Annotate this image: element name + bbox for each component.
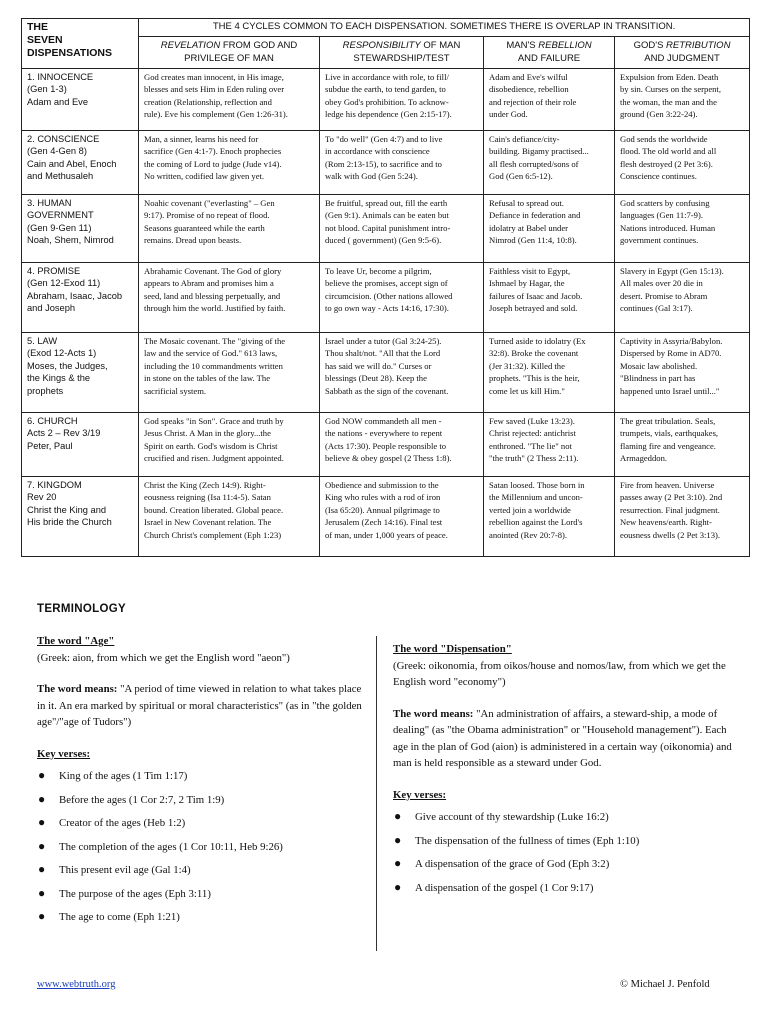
dispensation-name-line: 4. PROMISE (27, 266, 81, 276)
column-header-line (620, 39, 744, 52)
table-cell-line: duced ( government) (Gen 9:5-6). (325, 235, 442, 246)
bullet-dot-icon: ● (394, 879, 402, 894)
table-cell-line: law and the service of God." 613 laws, (144, 348, 278, 359)
verse-item (37, 768, 367, 792)
table-cell-line: God sends the worldwide (620, 134, 708, 144)
dispensation-name-line: His bride the Church (27, 517, 112, 528)
verse-text: The dispensation of the fullness of times (Eph 1:10) (415, 834, 640, 847)
dispensation-name-line: 5. LAW (27, 336, 58, 346)
age-verses-label: Key verses: (37, 747, 91, 760)
table-cell-line: 9:17). Promise of no repeat of flood. (144, 210, 270, 221)
column-header-line: AND JUDGMENT (644, 53, 720, 64)
dispensation-name-line: 6. CHURCH (27, 416, 78, 426)
age-heading: The word "Age" (37, 635, 115, 647)
table-cell-line: bound. Creation liberated. Global peace. (144, 504, 284, 515)
table-cell-line: Expulsion from Eden. Death (620, 72, 719, 82)
table-cell-line: the coming of Lord to judge (Jude v14). (144, 158, 282, 169)
dispensation-name-line: GOVERNMENT (27, 210, 94, 221)
dispensation-name-line: 7. KINGDOM (27, 480, 82, 490)
table-cell-line: believe & obey gospel (2 Thess 1:8). (325, 453, 452, 464)
dispensation-means-label: The word means: (393, 707, 474, 720)
table-cell-line: of man, under 1,000 years of peace. (325, 529, 448, 540)
age-means-label: The word means: (37, 683, 118, 695)
table-cell-line: Ishmael by Hagar, the (489, 278, 565, 289)
table-cell-line: Dispersed by Rome in AD70. (620, 348, 722, 359)
table-cell-line: Israel in New Covenant relation. The (144, 517, 272, 528)
table-cell (484, 477, 615, 557)
table-cell-line: through him the world. Justified by faith. (144, 303, 286, 314)
dispensation-name-line: Adam and Eve (27, 96, 88, 107)
table-cell-line: (Rom 2:13-15), to sacrifice and to (325, 158, 442, 169)
table-cell-line: Noahic covenant ("everlasting" – Gen (144, 198, 275, 208)
table-cell-line: building. Bigamy practised... (489, 146, 589, 157)
column-header-line (325, 39, 478, 52)
table-cell-line: Adam and Eve's wilful (489, 72, 568, 82)
dispensation-name-line: (Gen 4-Gen 8) (27, 146, 87, 157)
dispensation-name-line: 2. CONSCIENCE (27, 134, 100, 144)
verse-item (37, 815, 367, 839)
table-cell (484, 333, 615, 413)
verse-item (37, 886, 367, 910)
table-cell-line: blessings (Deut 28). Keep the (325, 373, 427, 384)
verse-item (37, 909, 367, 933)
bullet-dot-icon: ● (394, 809, 402, 823)
bullet-dot-icon: ● (38, 862, 46, 876)
table-cell-line: Jerusalem (Zech 14:16). Final test (325, 517, 443, 528)
table-cell-line: Seasons guaranteed while the earth (144, 222, 265, 233)
column-header-emphasis: REBELLION (538, 40, 592, 51)
table-cell-line: trumpets, vials, earthquakes, (620, 428, 719, 439)
dispensation-name-line: (Gen 12-Exod 11) (27, 278, 101, 289)
table-cell-line: not blood. Capital punishment intro- (325, 222, 451, 233)
dispensation-name-cell (22, 69, 139, 131)
dispensation-name-cell (22, 131, 139, 195)
table-title-line: SEVEN (27, 34, 63, 46)
column-header-line (144, 39, 314, 52)
table-cell-line: appears to Abram and promises him a (144, 278, 274, 289)
dispensation-name-line: the Kings & the (27, 373, 91, 384)
table-cell-line: the nations - everywhere to repent (325, 428, 443, 439)
table-cell-line: idolatry at Babel under (489, 222, 568, 233)
table-row (22, 333, 750, 413)
dispensation-name-line: and Methusaleh (27, 171, 94, 182)
table-cell-line: believe the promises, accept sign of (325, 278, 448, 289)
table-cell-line: rebellion against the Lord's (489, 517, 583, 528)
column-header-text: FROM GOD AND (220, 40, 298, 51)
verse-item (37, 839, 367, 863)
verse-text: A dispensation of the grace of God (Eph 3:2) (415, 858, 610, 870)
column-header-revelation (139, 37, 320, 69)
table-cell-line: in stone on the tables of the law. The (144, 373, 271, 384)
table-cell-line: Be fruitful, spread out, fill the earth (325, 198, 448, 208)
table-title-line: THE (27, 21, 48, 33)
table-cell (615, 333, 750, 413)
table-cell-line: prophets. "This is the heir, (489, 373, 580, 384)
table-cell-line: King who rules with a rod of iron (325, 492, 441, 503)
dispensation-name-line: Rev 20 (27, 492, 57, 503)
table-cell-line: come let us kill Him." (489, 385, 565, 396)
dispensation-name-cell (22, 263, 139, 333)
table-cell-line: languages (Gen 11:7-9). (620, 210, 703, 221)
table-cell (139, 195, 320, 263)
verse-text: Give account of thy stewardship (Luke 16:2) (415, 811, 609, 823)
verse-text: The age to come (Eph 1:21) (59, 911, 180, 923)
table-cell-line: God speaks "in Son". Grace and truth by (144, 416, 284, 426)
table-cell (615, 131, 750, 195)
table-cell-line: Defiance in federation and (489, 210, 581, 221)
copyright-text: © Michael J. Penfold (620, 979, 710, 990)
table-cell-line: walk with God (Gen 5:24). (325, 171, 418, 182)
table-cell (320, 131, 484, 195)
column-header-emphasis: REVELATION (160, 40, 221, 51)
bullet-dot-icon: ● (38, 885, 46, 900)
table-cell (139, 477, 320, 557)
table-cell-line: God creates man innocent, in His image, (144, 72, 284, 82)
table-cell-line: Turned aside to idolatry (Ex (489, 336, 586, 346)
table-cell-line: Mosaic law abolished. (620, 360, 698, 371)
table-cell-line: passes away (2 Pet 3:10). 2nd (620, 492, 723, 503)
table-cell (139, 333, 320, 413)
verse-text: Before the ages (1 Cor 2:7, 2 Tim 1:9) (59, 793, 225, 806)
table-cell-line: Nimrod (Gen 11:4, 10:8). (489, 235, 577, 246)
table-cell-line: ledge his dependence (Gen 2:15-17). (325, 109, 452, 120)
table-cell-line: Faithless visit to Egypt, (489, 266, 571, 276)
table-cell-line: creation (Relationship, reflection and (144, 96, 272, 107)
website-link[interactable]: www.webtruth.org (37, 979, 116, 990)
table-cell-line: Jesus Christ. A Man in the glory...the (144, 428, 271, 439)
column-header-emphasis: RESPONSIBILITY (342, 40, 421, 51)
dispensation-name-line: 3. HUMAN (27, 198, 72, 208)
table-cell-line: by sin. Curses on the serpent, (620, 84, 721, 95)
column-header-text: OF MAN (420, 40, 461, 51)
verse-text: The purpose of the ages (Eph 3:11) (59, 887, 211, 900)
table-cell-line: to go own way - Acts 14:16, 17:30). (325, 303, 449, 314)
table-cell-line: (Jer 31:32). Killed the (489, 360, 565, 371)
bullet-dot-icon: ● (38, 838, 46, 853)
table-cell-line: blesses and sets Him in Eden ruling over (144, 84, 285, 95)
table-cell (320, 413, 484, 477)
bullet-dot-icon: ● (38, 768, 46, 782)
table-cell-line: Man, a sinner, learns his need for (144, 134, 259, 144)
table-cell-line: Abrahamic Covenant. The God of glory (144, 266, 282, 276)
table-cell-line: God (Gen 6:5-12). (489, 171, 553, 182)
table-row (22, 131, 750, 195)
table-cell (139, 413, 320, 477)
table-cell-line: eousness dwells (2 Pet 3:13). (620, 529, 721, 540)
table-cell-line: under God. (489, 109, 528, 120)
table-title-line: DISPENSATIONS (27, 47, 112, 59)
table-cell-line: enthroned. "The lie" not (489, 440, 572, 451)
table-cell (320, 69, 484, 131)
table-cell-line: in accordance with conscience (325, 146, 430, 157)
dispensation-verses-label: Key verses: (393, 788, 447, 801)
table-cell-line: God NOW commandeth all men - (325, 416, 442, 426)
dispensation-means-text: "An administration of affairs, a steward-ship, a mode of dealing" (as "the Obama administration" or "Household management"). Each age in the plan of God (aion) is administered in a certain way (oikonomia) and man is held responsible as a steward under God. (393, 707, 732, 769)
dispensation-name-line: Peter, Paul (27, 440, 73, 451)
table-cell-line: Christ rejected: antichrist (489, 428, 576, 439)
dispensation-name-line: (Exod 12-Acts 1) (27, 348, 97, 359)
table-cell-line: Fire from heaven. Universe (620, 480, 715, 490)
column-header-rebellion (484, 37, 615, 69)
column-header-line: AND FAILURE (517, 53, 581, 64)
table-cell-line: Obedience and submission to the (325, 480, 439, 490)
table-row (22, 69, 750, 131)
table-row (22, 263, 750, 333)
bullet-dot-icon: ● (38, 909, 46, 923)
table-cell (320, 263, 484, 333)
table-cell-line: government continues. (620, 235, 699, 246)
column-header-line: PRIVILEGE OF MAN (184, 53, 274, 64)
table-cell-line: Satan loosed. Those born in (489, 480, 585, 490)
table-cell-line: continues (Gal 3:17). (620, 303, 693, 314)
table-cell-line: "the truth" (2 Thess 2:11). (489, 453, 579, 464)
table-cell-line: remains. Dread upon beasts. (144, 235, 242, 246)
table-cell-line: flesh destroyed (2 Pet 3:6). (620, 158, 713, 169)
dispensation-greek: (Greek: oikonomia, from oikos/house and nomos/law, from which we get the English word "economy") (393, 659, 726, 688)
verse-item (393, 880, 738, 904)
dispensation-name-line: Moses, the Judges, (27, 360, 108, 371)
dispensation-name-line: Christ the King and (27, 504, 107, 515)
table-cell-line: ground (Gen 3:22-24). (620, 109, 698, 120)
column-header-emphasis: RETRIBUTION (666, 40, 731, 51)
table-cell-line: 32:8). Broke the covenant (489, 348, 579, 359)
table-cell-line: happened unto Israel until..." (620, 385, 720, 396)
verse-text: A dispensation of the gospel (1 Cor 9:17) (415, 881, 594, 894)
table-cell-line: rule). Eve his complement (Gen 1:26-31). (144, 109, 288, 120)
table-cell (615, 413, 750, 477)
table-cell (484, 195, 615, 263)
table-cell-line: Spirit on earth. God's wisdom is Christ (144, 440, 278, 451)
dispensation-name-line: Noah, Shem, Nimrod (27, 235, 114, 246)
table-cell (320, 477, 484, 557)
dispensation-means (393, 706, 738, 772)
table-cell-line: To leave Ur, become a pilgrim, (325, 266, 432, 276)
dispensations-table (21, 18, 750, 557)
table-cell-line: (Isa 65:20). Annual pilgrimage to (325, 504, 440, 515)
table-cell (139, 69, 320, 131)
dispensation-name-cell (22, 413, 139, 477)
column-header-retribution (615, 37, 750, 69)
table-cell-line: Joseph betrayed and sold. (489, 303, 578, 314)
table-cell-line: flaming fire and vengeance. (620, 440, 716, 451)
table-cell-line: disobedience, rebellion (489, 84, 569, 95)
table-cell (320, 195, 484, 263)
dispensation-name-cell (22, 333, 139, 413)
table-cell-line: The great tribulation. Seals, (620, 416, 716, 426)
table-cell-line: sacrifice (Gen 4:1-7). Enoch prophecies (144, 146, 282, 157)
table-cell-line: all flesh corrupted/sons of (489, 158, 579, 169)
table-title (22, 19, 139, 69)
table-cell-line: Sabbath as the sign of the covenant. (325, 385, 449, 396)
table-cell (615, 263, 750, 333)
table-cell-line: the woman, the man and the (620, 96, 717, 107)
dispensation-name-cell (22, 195, 139, 263)
table-cell-line: Cain's defiance/city- (489, 134, 560, 144)
table-cell-line: Thou shalt/not. "All that the Lord (325, 348, 441, 359)
table-cell-line: Conscience continues. (620, 171, 697, 182)
table-cell (615, 69, 750, 131)
age-means-text: "A period of time viewed in relation to what takes place in it. An era marked by spiritual or moral characteristics" (as in "the golden age"/"age of Tudors") (37, 683, 362, 728)
table-cell-line: New heavens/earth. Right- (620, 517, 712, 528)
dispensation-name-line: Abraham, Isaac, Jacob (27, 290, 123, 301)
table-cell-line: Church Christ's complement (Eph 1:23) (144, 529, 282, 540)
table-cell (484, 263, 615, 333)
table-cell (615, 195, 750, 263)
table-cell-line: circumcision. (Other nations allowed (325, 290, 453, 301)
table-cell-line: has said we will do." Curses or (325, 360, 432, 371)
table-cell-line: God scatters by confusing (620, 198, 710, 208)
verse-text: Creator of the ages (Heb 1:2) (59, 817, 186, 829)
table-cell-line: desert. Promise to Abram (620, 290, 708, 301)
bullet-dot-icon: ● (38, 815, 46, 829)
table-cell-line: seed, land and blessing perpetually, and (144, 290, 281, 301)
dispensation-heading: The word "Dispensation" (393, 643, 512, 655)
table-cell-line: The Mosaic covenant. The "giving of the (144, 336, 286, 346)
column-header-responsibility (320, 37, 484, 69)
table-cell-line: crucified and risen. Judgment appointed. (144, 453, 284, 464)
table-cell (320, 333, 484, 413)
dispensation-name-line: Cain and Abel, Enoch (27, 158, 117, 169)
table-cell-line: obey God's prohibition. To acknow- (325, 96, 449, 107)
table-cell-line: Captivity in Assyria/Babylon. (620, 336, 723, 346)
table-cell (139, 263, 320, 333)
dispensation-name-line: and Joseph (27, 303, 76, 314)
table-cell-line: Slavery in Egypt (Gen 15:13). (620, 266, 724, 276)
verse-text: The completion of the ages (1 Cor 10:11, Heb 9:26) (59, 840, 283, 853)
table-cell-line: including the 10 commandments written (144, 360, 283, 371)
table-cell-line: Refusal to spread out. (489, 198, 564, 208)
dispensation-name-line: prophets (27, 385, 64, 396)
table-cell-line: (Gen 9:1). Animals can be eaten but (325, 210, 449, 221)
bullet-dot-icon: ● (394, 832, 402, 847)
table-cell-line: "Blindness in part has (620, 373, 696, 384)
table-cell (484, 131, 615, 195)
table-row (22, 477, 750, 557)
table-cell-line: All males over 20 die in (620, 278, 703, 289)
table-row (22, 195, 750, 263)
column-header-text: MAN'S (506, 40, 539, 51)
bullet-dot-icon: ● (394, 856, 402, 870)
dispensation-name-line: 1. INNOCENCE (27, 72, 94, 82)
table-cell-line: Christ the King (Zech 14:9). Right- (144, 480, 266, 490)
verse-item (393, 856, 738, 880)
verse-item (393, 833, 738, 857)
table-cell (484, 413, 615, 477)
age-greek: (Greek: aion, from which we get the English word "aeon") (37, 651, 290, 664)
age-verses-list (37, 768, 367, 933)
table-cell (484, 69, 615, 131)
table-cell-line: subdue the earth, to tend garden, to (325, 84, 446, 95)
column-header-line (489, 39, 609, 52)
table-cell-line: anointed (Rev 20:7-8). (489, 529, 568, 540)
cycles-header: THE 4 CYCLES COMMON TO EACH DISPENSATION. SOMETIMES THERE IS OVERLAP IN TRANSITION. (139, 19, 750, 37)
dispensation-name-line: Acts 2 – Rev 3/19 (27, 428, 101, 439)
table-cell-line: eousness reigning (Isa 11:4-5). Satan (144, 492, 271, 503)
bullet-dot-icon: ● (38, 791, 46, 806)
table-cell-line: sacrificial system. (144, 385, 207, 396)
table-cell-line: Live in accordance with role, to fill/ (325, 72, 449, 82)
verse-text: This present evil age (Gal 1:4) (59, 864, 191, 876)
table-cell-line: Nations introduced. Human (620, 222, 716, 233)
table-cell-line: Armageddon. (620, 453, 668, 464)
table-cell-line: and rejection of their role (489, 96, 577, 107)
verse-item (393, 809, 738, 833)
terminology-title: TERMINOLOGY (37, 603, 126, 615)
table-cell (615, 477, 750, 557)
table-cell-line: failures of Isaac and Jacob. (489, 290, 583, 301)
table-cell-line: the Millennium and uncon- (489, 492, 583, 503)
dispensation-name-cell (22, 477, 139, 557)
table-cell-line: verted join a worldwide (489, 504, 571, 515)
verse-text: King of the ages (1 Tim 1:17) (59, 770, 188, 782)
dispensation-name-line: (Gen 9-Gen 11) (27, 222, 92, 233)
verse-item (37, 862, 367, 886)
verse-item (37, 792, 367, 816)
age-means (37, 681, 367, 731)
column-header-line: STEWARDSHIP/TEST (353, 53, 450, 64)
table-row (22, 413, 750, 477)
table-cell-line: resurrection. Final judgment. (620, 504, 720, 515)
age-section (37, 633, 367, 933)
dispensation-name-line: (Gen 1-3) (27, 84, 67, 95)
table-cell-line: flood. The old world and all (620, 146, 717, 157)
table-cell-line: Israel under a tutor (Gal 3:24-25). (325, 336, 442, 346)
table-cell-line: No written, codified law given yet. (144, 171, 265, 182)
dispensation-section (393, 641, 738, 903)
table-cell-line: (Acts 17:30). People responsible to (325, 440, 447, 451)
dispensation-verses-list (393, 809, 738, 903)
column-header-text: GOD'S (633, 40, 667, 51)
table-cell-line: To "do well" (Gen 4:7) and to live (325, 134, 443, 144)
table-cell (139, 131, 320, 195)
column-divider (376, 636, 377, 951)
table-cell-line: Few saved (Luke 13:23). (489, 416, 575, 426)
